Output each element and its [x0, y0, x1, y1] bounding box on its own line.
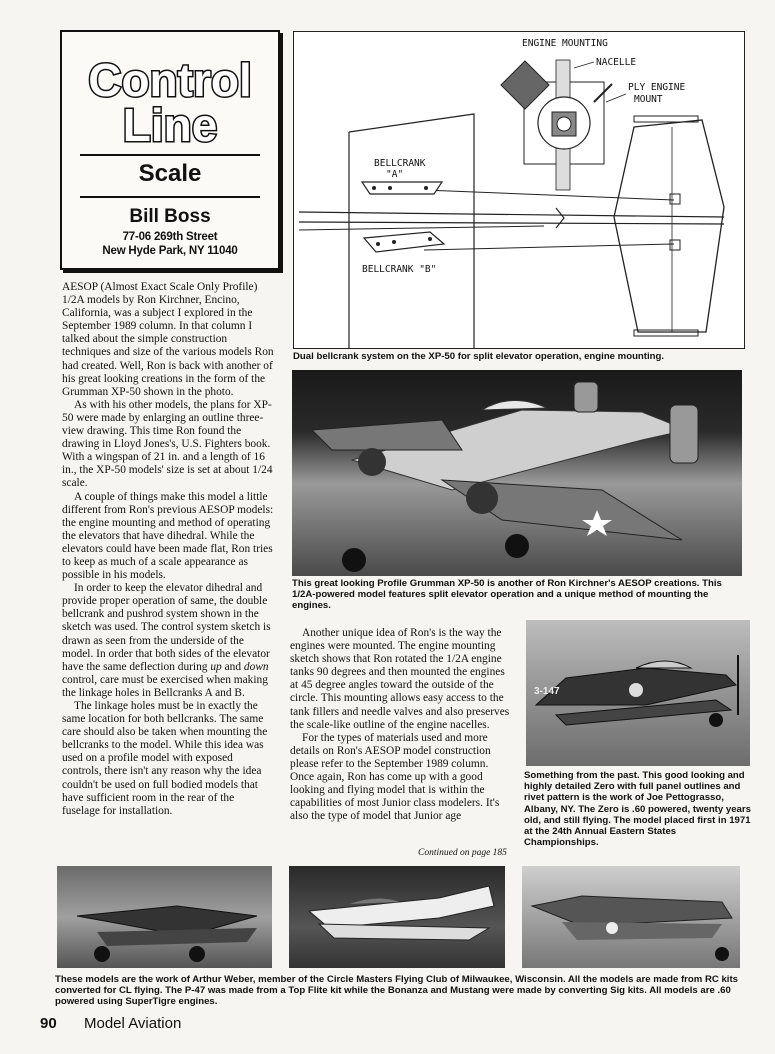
- section-title: Scale: [138, 160, 202, 187]
- paragraph: The linkage holes must be in exactly the same location for both bellcranks. The same care should also be taken when mounting the bellcranks to the model. While this idea was used on a profile model with exposed controls, there isn't any reason why the idea couldn't be used on full bodied models that have sufficient room in the rear of the fuselage for installation.: [62, 700, 268, 817]
- author-name: Bill Boss: [129, 206, 211, 227]
- mustang-photo: [522, 866, 740, 968]
- column-header-box: [60, 30, 280, 270]
- label-bellcrank-b: BELLCRANK "B": [362, 264, 437, 275]
- page-number: 90: [40, 1015, 57, 1032]
- author-address-street: 77-06 269th Street: [122, 231, 218, 243]
- magazine-name: Model Aviation: [84, 1015, 182, 1032]
- label-bellcrank-a-letter: "A": [386, 169, 404, 180]
- author-address-city: New Hyde Park, NY 11040: [102, 245, 238, 257]
- xp50-photo: [292, 370, 742, 576]
- label-nacelle: NACELLE: [596, 57, 637, 68]
- continued-note: Continued on page 185: [418, 848, 507, 858]
- paragraph: [62, 582, 274, 700]
- left-text-column: [62, 281, 274, 818]
- control-system-diagram: [293, 31, 745, 349]
- bonanza-photo: [289, 866, 505, 968]
- bottom-caption: These models are the work of Arthur Weber, member of the Circle Masters Flying Club of Milwaukee, Wisconsin. All the models are made from RC kits converted for CL flying. The P-47 was made from a Top Flite kit while the Bonanza and Mustang were made by converting Sig kits. All models are .60 powered using SuperTigre engines.: [55, 974, 739, 1008]
- paragraph: A couple of things make this model a little different from Ron's previous AESOP models: the engine mounting and method of operating the elevators that have dihedral. While the elevators could have been made flat, Ron tries to keep as much of a scale appearance as possible in his models.: [62, 490, 274, 582]
- paragraph: For the types of materials used and more details on Ron's AESOP model construction please refer to the September 1989 column. Once again, Ron has come up with a good looking and flying model that is within the capabilities of most Junior class modelers. It's also the type of model that Junior age: [290, 731, 500, 823]
- label-mount: MOUNT: [634, 94, 663, 105]
- emphasis-down: down: [243, 660, 269, 673]
- logo-line-1: Control: [88, 54, 252, 106]
- paragraph: As with his other models, the plans for XP-50 were made by enlarging an outline three-view drawing. This time Ron found the drawing in Lloyd Jones's, U.S. Fighters book. With a wingspan of 21 in. and a length of 16 in., the XP-50 models' size is set at about 1/24 scale.: [62, 398, 273, 490]
- label-engine-mounting: ENGINE MOUNTING: [522, 38, 608, 49]
- label-bellcrank-a: BELLCRANK: [374, 158, 426, 169]
- zero-tail-number: 3-147: [534, 686, 560, 697]
- paragraph-text: In order to keep the elevator dihedral and provide proper operation of same, the double bellcrank and pushrod system shown in the sketch was used. The control system sketch is drawn as seen from the underside of the model. In order that both sides of the elevator have the same deflection during: [62, 582, 271, 673]
- header-divider-bottom: [80, 196, 260, 198]
- p47-photo: [57, 866, 272, 968]
- paragraph-text: and: [224, 660, 242, 673]
- control-line-logo: [62, 44, 278, 144]
- right-text-column: [290, 627, 512, 823]
- diagram-caption: Dual bellcrank system on the XP-50 for split elevator operation, engine mounting.: [293, 351, 665, 362]
- paragraph: AESOP (Almost Exact Scale Only Profile) 1/2A models by Ron Kirchner, Encino, California, was a subject I explored in the September 1989 column. In that column I talked about the simple construction techniques and size of the various models Ron had created. Well, Ron is back with another of his great looking creations in the form of the Grumman XP-50 shown in the photo.: [62, 281, 274, 398]
- diagram-drawing: [294, 32, 744, 348]
- emphasis-up: up: [210, 660, 222, 673]
- zero-photo: [526, 620, 750, 766]
- paragraph-text: control, care must be exercised when making the linkage holes in Bellcranks A and B.: [62, 673, 268, 699]
- zero-caption: Something from the past. This good looking and highly detailed Zero with full panel outlines and rivet pattern is the work of Joe Pettograsso, Albany, NY. The Zero is .60 powered, twenty years old, and still flying. The model placed first in 1971 at the 24th Annual Eastern States Championships.: [524, 770, 751, 849]
- logo-line-2: Line: [122, 99, 218, 144]
- header-divider-top: [80, 154, 260, 156]
- xp50-caption: This great looking Profile Grumman XP-50 is another of Ron Kirchner's AESOP creations. This 1/2A-powered model features split elevator operation and a unique method of mounting the engines.: [292, 578, 722, 612]
- label-ply-engine: PLY ENGINE: [628, 82, 686, 93]
- paragraph: Another unique idea of Ron's is the way the engines were mounted. The engine mounting sketch shows that Ron rotated the 1/2A engine tanks 90 degrees and then mounted the engines at 45 degree angles toward the outside of the circle. This mounting allows easy access to the tank fillers and needle valves and also preserves the scale-like outline of the engine nacelles.: [290, 627, 510, 731]
